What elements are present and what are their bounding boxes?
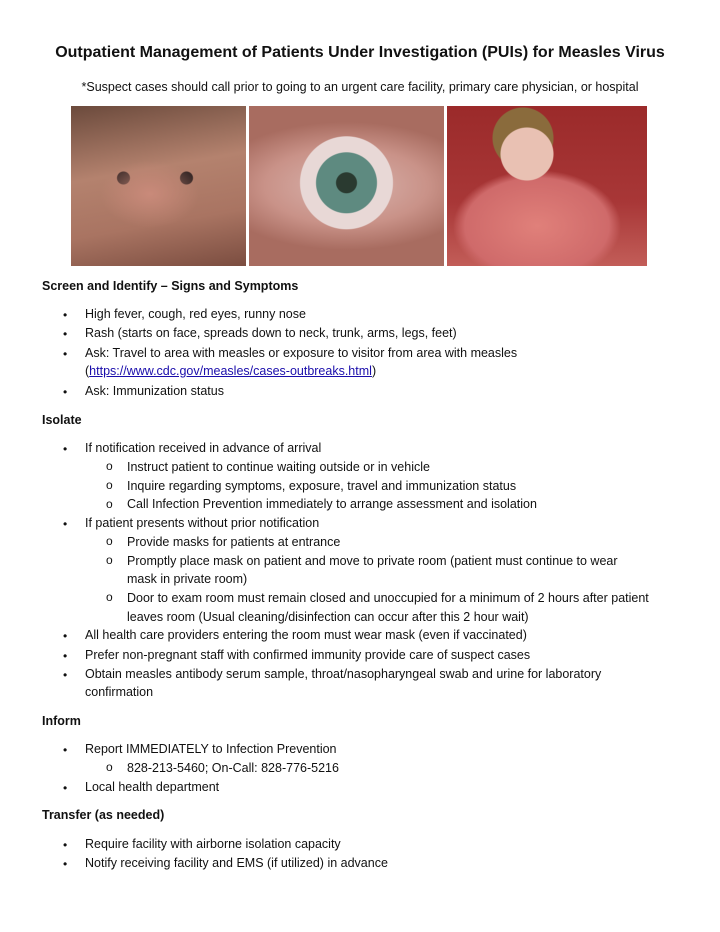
measles-photo-strip bbox=[71, 106, 648, 266]
list-item: High fever, cough, red eyes, runny nose bbox=[85, 307, 306, 321]
list-item-continuation: confirmation bbox=[85, 685, 154, 699]
child-face-rash-photo bbox=[71, 106, 246, 266]
sub-bullet-icon: o bbox=[106, 590, 113, 604]
list-item: Prefer non-pregnant staff with confirmed immunity provide care of suspect cases bbox=[85, 648, 531, 662]
sub-list-item: Provide masks for patients at entrance bbox=[127, 535, 341, 549]
list-item: If patient presents without prior notification bbox=[85, 516, 320, 530]
sub-list-item-continuation: mask in private room) bbox=[127, 572, 248, 586]
paren-close: ) bbox=[371, 364, 377, 378]
bullet-icon: • bbox=[63, 385, 68, 399]
sub-list-item-continuation: leaves room (Usual cleaning/disinfection can occur after this 2 hour wait) bbox=[127, 610, 529, 624]
page-title: Outpatient Management of Patients Under Investigation (PUIs) for Measles Virus bbox=[55, 44, 665, 61]
bullet-icon: • bbox=[63, 327, 68, 341]
red-eye-photo bbox=[249, 106, 444, 266]
section-heading-screen: Screen and Identify – Signs and Symptoms bbox=[42, 279, 299, 293]
bullet-icon: • bbox=[63, 668, 68, 682]
list-item: Obtain measles antibody serum sample, throat/nasopharyngeal swab and urine for laboratory bbox=[85, 667, 602, 681]
sub-list-item: Inquire regarding symptoms, exposure, travel and immunization status bbox=[127, 479, 517, 493]
sub-bullet-icon: o bbox=[106, 459, 113, 473]
sub-list-item: Instruct patient to continue waiting outside or in vehicle bbox=[127, 460, 430, 474]
bullet-icon: • bbox=[63, 857, 68, 871]
paren-open: ( bbox=[85, 364, 90, 378]
list-item: Local health department bbox=[85, 780, 220, 794]
list-item: Require facility with airborne isolation capacity bbox=[85, 837, 341, 851]
sub-bullet-icon: o bbox=[106, 478, 113, 492]
list-item-continuation bbox=[85, 364, 376, 378]
list-item: Rash (starts on face, spreads down to neck, trunk, arms, legs, feet) bbox=[85, 326, 457, 340]
sub-list-item: Promptly place mask on patient and move to private room (patient must continue to wear bbox=[127, 554, 618, 568]
list-item: Report IMMEDIATELY to Infection Prevention bbox=[85, 742, 337, 756]
list-item: All health care providers entering the room must wear mask (even if vaccinated) bbox=[85, 628, 527, 642]
bullet-icon: • bbox=[63, 649, 68, 663]
sub-bullet-icon: o bbox=[106, 534, 113, 548]
bullet-icon: • bbox=[63, 629, 68, 643]
section-heading-isolate: Isolate bbox=[42, 413, 82, 427]
sub-bullet-icon: o bbox=[106, 553, 113, 567]
bullet-icon: • bbox=[63, 838, 68, 852]
bullet-icon: • bbox=[63, 781, 68, 795]
sub-bullet-icon: o bbox=[106, 760, 113, 774]
sub-list-item: Call Infection Prevention immediately to arrange assessment and isolation bbox=[127, 497, 537, 511]
section-heading-transfer: Transfer (as needed) bbox=[42, 808, 165, 822]
phone-numbers: 828-213-5460; On-Call: 828-776-5216 bbox=[127, 761, 339, 775]
bullet-icon: • bbox=[63, 442, 68, 456]
sub-bullet-icon: o bbox=[106, 497, 113, 511]
list-item: Notify receiving facility and EMS (if utilized) in advance bbox=[85, 856, 388, 870]
bullet-icon: • bbox=[63, 347, 68, 361]
list-item: Ask: Travel to area with measles or exposure to visitor from area with measles bbox=[85, 346, 518, 360]
list-item: Ask: Immunization status bbox=[85, 384, 224, 398]
call-ahead-note: *Suspect cases should call prior to going to an urgent care facility, primary care physician, or hospital bbox=[81, 80, 639, 94]
sub-list-item: Door to exam room must remain closed and unoccupied for a minimum of 2 hours after patient bbox=[127, 591, 649, 605]
bullet-icon: • bbox=[63, 517, 68, 531]
bullet-icon: • bbox=[63, 308, 68, 322]
bullet-icon: • bbox=[63, 743, 68, 757]
section-heading-inform: Inform bbox=[42, 714, 81, 728]
cdc-outbreaks-link[interactable]: https://www.cdc.gov/measles/cases-outbreaks.html bbox=[89, 364, 372, 378]
child-body-rash-photo bbox=[447, 106, 647, 266]
list-item: If notification received in advance of arrival bbox=[85, 441, 322, 455]
